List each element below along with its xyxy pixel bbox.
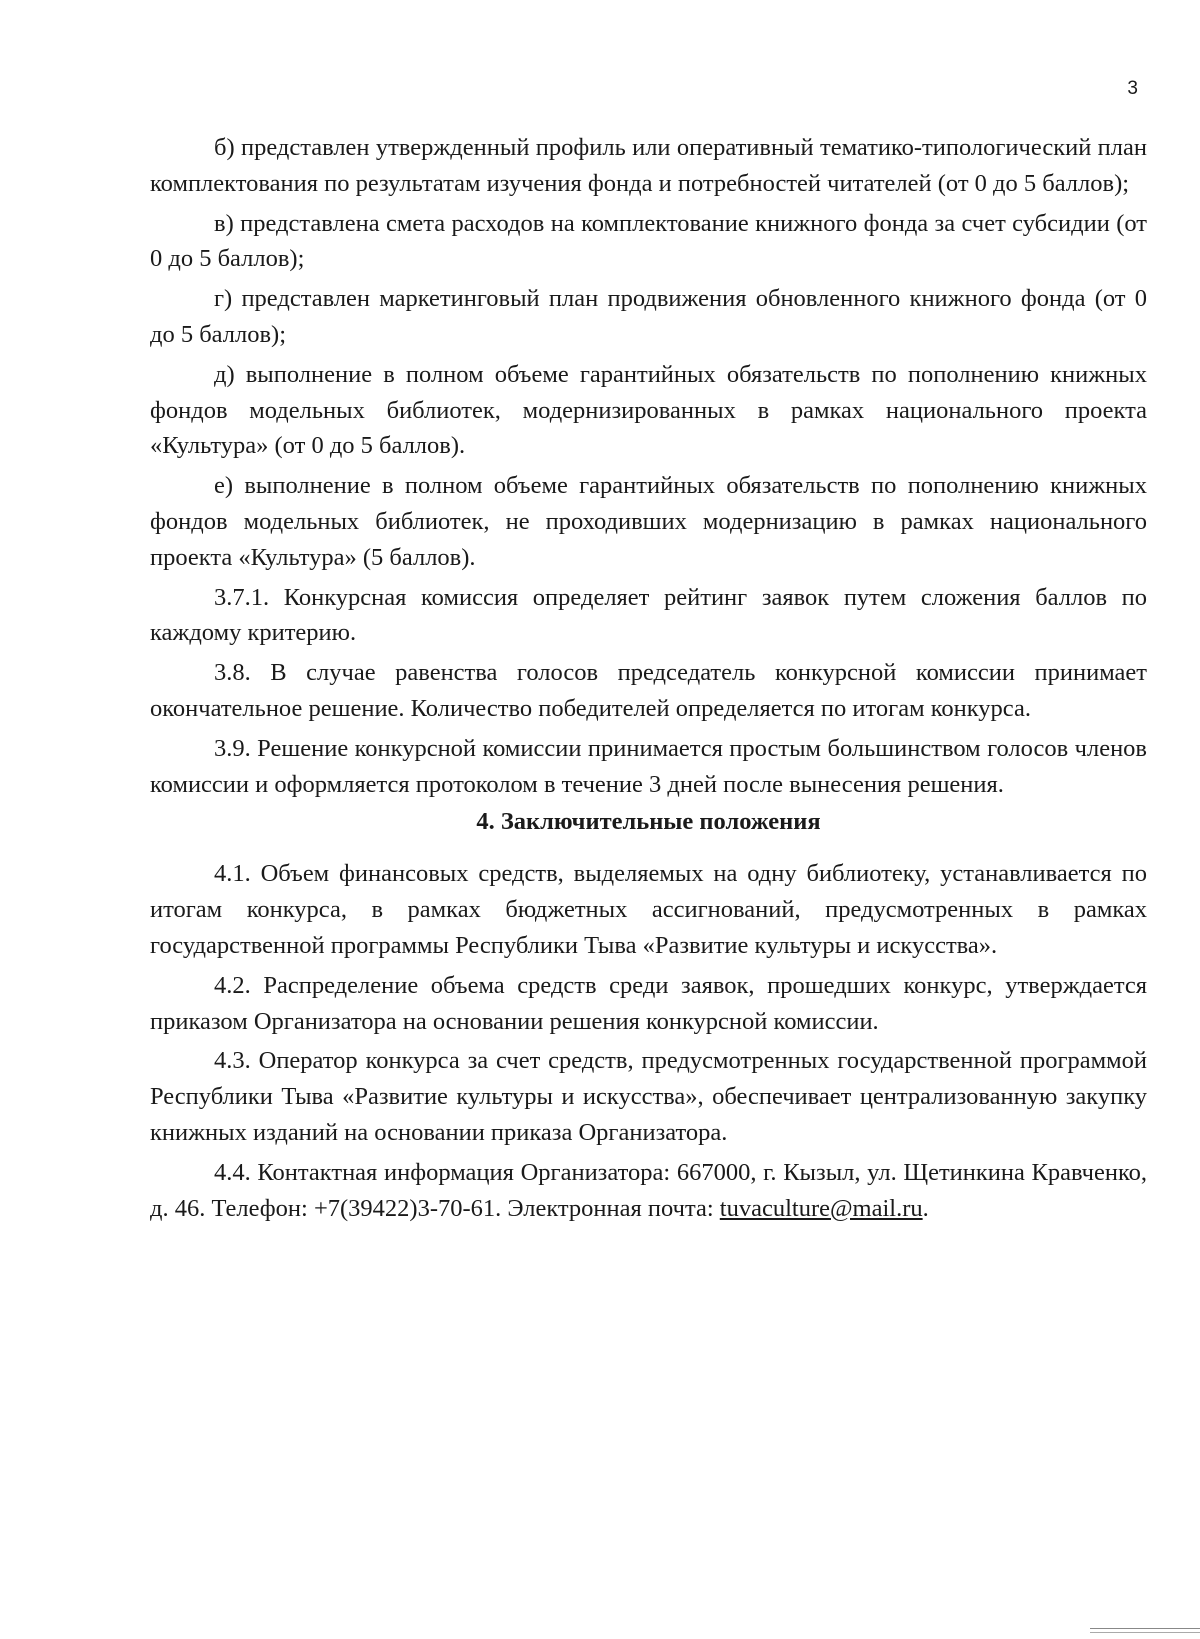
document-body — [150, 130, 1147, 1226]
clause-4-2: 4.2. Распределение объема средств среди заявок, прошедших конкурс, утверждается приказом Организатора на основании решения конкурсной комиссии. — [150, 971, 1147, 1035]
scan-edge-mark — [1090, 1628, 1200, 1633]
page-number: 3 — [1127, 78, 1138, 99]
criterion-d: д) выполнение в полном объеме гарантийных обязательств по пополнению книжных фондов модельных библиотек, модернизированных в рамках национального проекта «Культура» (от 0 до 5 баллов). — [150, 360, 1147, 460]
email-link[interactable]: tuvaculture@mail.ru — [719, 1194, 923, 1222]
clause-3-8: 3.8. В случае равенства голосов председатель конкурсной комиссии принимает окончательное решение. Количество победителей определяется по итогам конкурса. — [150, 659, 1147, 722]
criterion-b: б) представлен утвержденный профиль или оперативный тематико-типологический план комплектования по результатам изучения фонда и потребностей читателей (от 0 до 5 баллов); — [150, 134, 1147, 197]
clause-4-1: 4.1. Объем финансовых средств, выделяемых на одну библиотеку, устанавливается по итогам конкурса, в рамках бюджетных ассигнований, предусмотренных в рамках государственной программы Республики Тыва «Развитие культуры и искусства». — [150, 860, 1147, 959]
criterion-e: е) выполнение в полном объеме гарантийных обязательств по пополнению книжных фондов модельных библиотек, не проходивших модернизацию в рамках национального проекта «Культура» (5 баллов). — [150, 472, 1147, 571]
criterion-g: г) представлен маркетинговый план продвижения обновленного книжного фонда (от 0 до 5 баллов); — [150, 285, 1147, 348]
clause-3-7-1: 3.7.1. Конкурсная комиссия определяет рейтинг заявок путем сложения баллов по каждому критерию. — [150, 583, 1147, 647]
clause-4-4 — [150, 1155, 1147, 1227]
contact-info-end: . — [922, 1194, 929, 1222]
clause-3-9: 3.9. Решение конкурсной комиссии принимается простым большинством голосов членов комиссии и оформляется протоколом в течение 3 дней после вынесения решения. — [150, 734, 1147, 798]
criterion-v: в) представлена смета расходов на комплектование книжного фонда за счет субсидии (от 0 до 5 баллов); — [150, 209, 1147, 273]
clause-4-3: 4.3. Оператор конкурса за счет средств, предусмотренных государственной программой Республики Тыва «Развитие культуры и искусства», обеспечивает централизованную закупку книжных изданий на основании приказа Организатора. — [150, 1047, 1147, 1146]
contact-info-text: 4.4. Контактная информация Организатора: 667000, г. Кызыл, ул. Щетинкина Кравченко, д. 46. Телефон: +7(39422)3-70-61. Электронная почта: — [150, 1158, 1147, 1222]
section-4-heading: 4. Заключительные положения — [476, 808, 821, 836]
